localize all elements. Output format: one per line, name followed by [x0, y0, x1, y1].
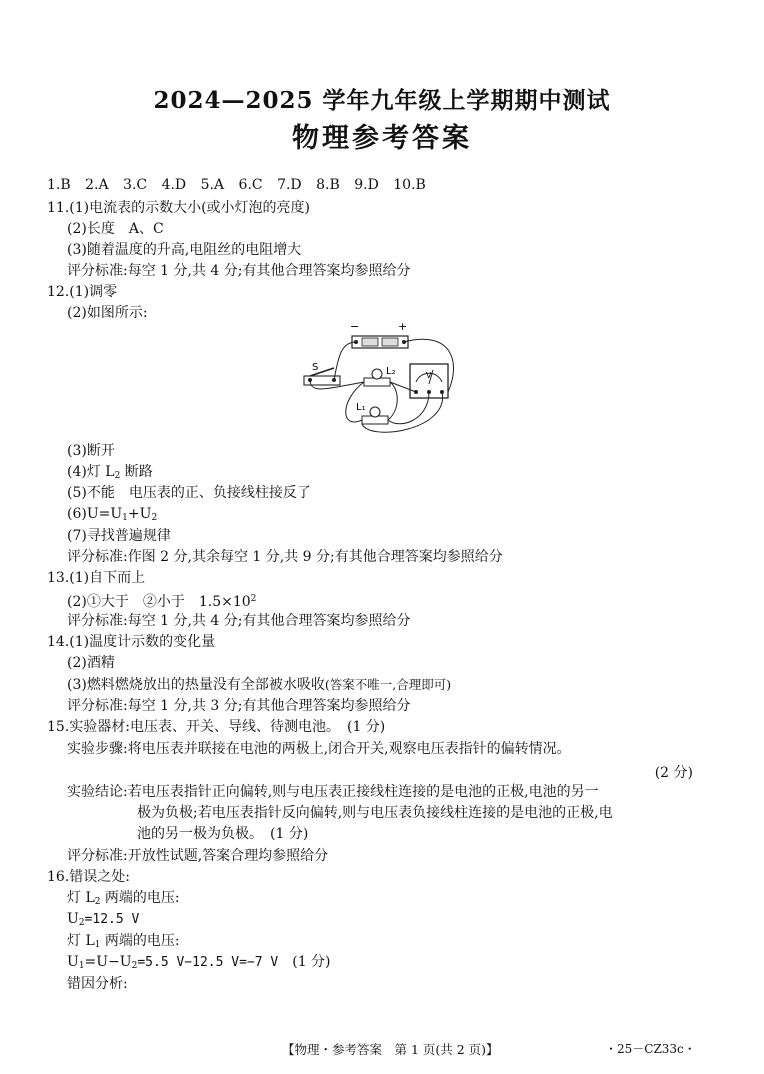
q13-scoring: 评分标准:每空 1 分,共 4 分;有其他合理答案均参照给分	[67, 613, 411, 629]
q14-scoring: 评分标准:每空 1 分,共 3 分;有其他合理答案均参照给分	[67, 698, 411, 714]
q15-scoring: 评分标准:开放性试题,答案合理均参照给分	[67, 848, 329, 864]
q13-line2-superscript: 2	[250, 594, 257, 604]
q12-line7: (7)寻找普遍规律	[67, 528, 171, 544]
q13-line2	[67, 590, 256, 611]
q14-line2: (2)酒精	[67, 655, 115, 671]
q11-line1: 11.(1)电流表的示数大小(或小灯泡的亮度)	[47, 200, 311, 216]
q15-line5: 池的另一极为负极。 (1 分)	[137, 826, 309, 842]
lamp-l1-icon	[362, 407, 388, 424]
q11-scoring: 评分标准:每空 1 分,共 4 分;有其他合理答案均参照给分	[67, 263, 411, 279]
battery-icon	[352, 336, 408, 348]
choice-answer: 3.C	[123, 177, 148, 193]
q16-line4-text-end: 两端的电压:	[100, 933, 180, 949]
q16-line5-sub1: 1	[78, 961, 85, 971]
q16-line6: 错因分析:	[67, 976, 128, 992]
q16-line3-text: U	[67, 911, 79, 927]
q16-line3-subscript: 2	[78, 918, 85, 928]
q12-line4-subscript: 2	[114, 471, 121, 481]
q15-line1: 15.实验器材:电压表、开关、导线、待测电池。 (1 分)	[47, 719, 386, 735]
q16-line5-text: U	[67, 954, 79, 970]
q12-line6-text: (6)U=U	[67, 506, 123, 522]
choice-answer: 1.B	[47, 177, 71, 193]
q12-line6-sub1: 1	[122, 513, 128, 523]
choice-answer: 2.A	[85, 177, 109, 193]
q16-line5-value: =5.5 V−12.5 V=−7 V	[137, 955, 279, 970]
q13-line1: 13.(1)自下而上	[47, 570, 146, 586]
q12-scoring: 评分标准:作图 2 分,其余每空 1 分,共 9 分;有其他合理答案均参照给分	[67, 549, 503, 565]
q15-step-score: (2 分)	[654, 765, 693, 781]
choice-answer: 9.D	[354, 177, 379, 193]
q16-line4	[67, 932, 180, 954]
footer-code: ・25－CZ33c・	[605, 1042, 696, 1056]
q16-line4-text: 灯 L	[67, 933, 95, 949]
q11-line2: (2)长度 A、C	[67, 221, 164, 237]
q12-line4-text: (4)灯 L	[67, 464, 115, 480]
q16-line5-sub2: 2	[131, 961, 138, 971]
q15-line3: 实验结论:若电压表指针正向偏转,则与电压表正接线柱连接的是电池的正极,电池的另一	[67, 784, 599, 800]
lamp-l1-label: L₁	[356, 402, 366, 413]
q12-line2: (2)如图所示:	[67, 305, 148, 321]
choice-answers	[47, 177, 436, 193]
q12-line4-text-end: 断路	[120, 464, 153, 480]
choice-answer: 8.B	[316, 177, 340, 193]
q14-line3-note: (答案不唯一,合理即可)	[324, 677, 452, 692]
choice-answer: 6.C	[238, 177, 263, 193]
choice-answer: 5.A	[200, 177, 225, 193]
q16-line4-subscript: 1	[94, 940, 101, 950]
q16-line3-value: =12.5 V	[84, 912, 140, 927]
q15-line2: 实验步骤:将电压表并联接在电池的两极上,闭合开关,观察电压表指针的偏转情况。	[67, 741, 571, 757]
q12-line5: (5)不能 电压表的正、负接线柱接反了	[67, 485, 311, 501]
voltmeter-label: V	[426, 371, 432, 380]
q16-line2-text-end: 两端的电压:	[100, 890, 180, 906]
q13-line2-text: (2)①大于 ②小于 1.5×10	[67, 594, 251, 610]
choice-answer: 10.B	[393, 177, 426, 193]
q15-line4: 极为负极;若电压表指针反向偏转,则与电压表负接线柱连接的是电池的正极,电	[137, 805, 613, 821]
q16-line2-subscript: 2	[94, 897, 101, 907]
q12-line1: 12.(1)调零	[47, 284, 118, 300]
q16-line1: 16.错误之处:	[47, 869, 130, 885]
circuit-diagram	[300, 320, 460, 438]
q12-line4	[67, 463, 153, 485]
q14-line1: 14.(1)温度计示数的变化量	[47, 634, 216, 650]
q16-line5-text2: =U−U	[84, 954, 132, 970]
answer-key-subtitle: 物理参考答案	[292, 123, 472, 154]
q16-line3	[67, 910, 139, 932]
q12-line6-sub2: 2	[151, 513, 158, 523]
q14-line3-text: (3)燃料燃烧放出的热量没有全部被水吸收	[67, 677, 325, 693]
q16-line5-score: (1 分)	[278, 954, 331, 970]
q16-line5	[67, 953, 331, 975]
battery-plus-label: +	[398, 320, 408, 333]
page-footer: 【物理・参考答案 第 1 页(共 2 页)】	[282, 1042, 499, 1057]
choice-answer: 7.D	[277, 177, 302, 193]
q11-line3: (3)随着温度的升高,电阻丝的电阻增大	[67, 242, 302, 258]
switch-label: S	[312, 362, 319, 373]
exam-title: 2024—2025 学年九年级上学期期中测试	[153, 87, 611, 114]
lamp-l2-label: L₂	[386, 366, 396, 377]
q12-line6	[67, 505, 157, 527]
choice-answer: 4.D	[161, 177, 187, 193]
q16-line2-text: 灯 L	[67, 890, 95, 906]
q12-line3: (3)断开	[67, 443, 115, 459]
q12-line6-text2: +U	[127, 506, 152, 522]
q16-line2	[67, 889, 180, 911]
q14-line3	[67, 676, 451, 694]
battery-minus-label: −	[350, 320, 360, 333]
